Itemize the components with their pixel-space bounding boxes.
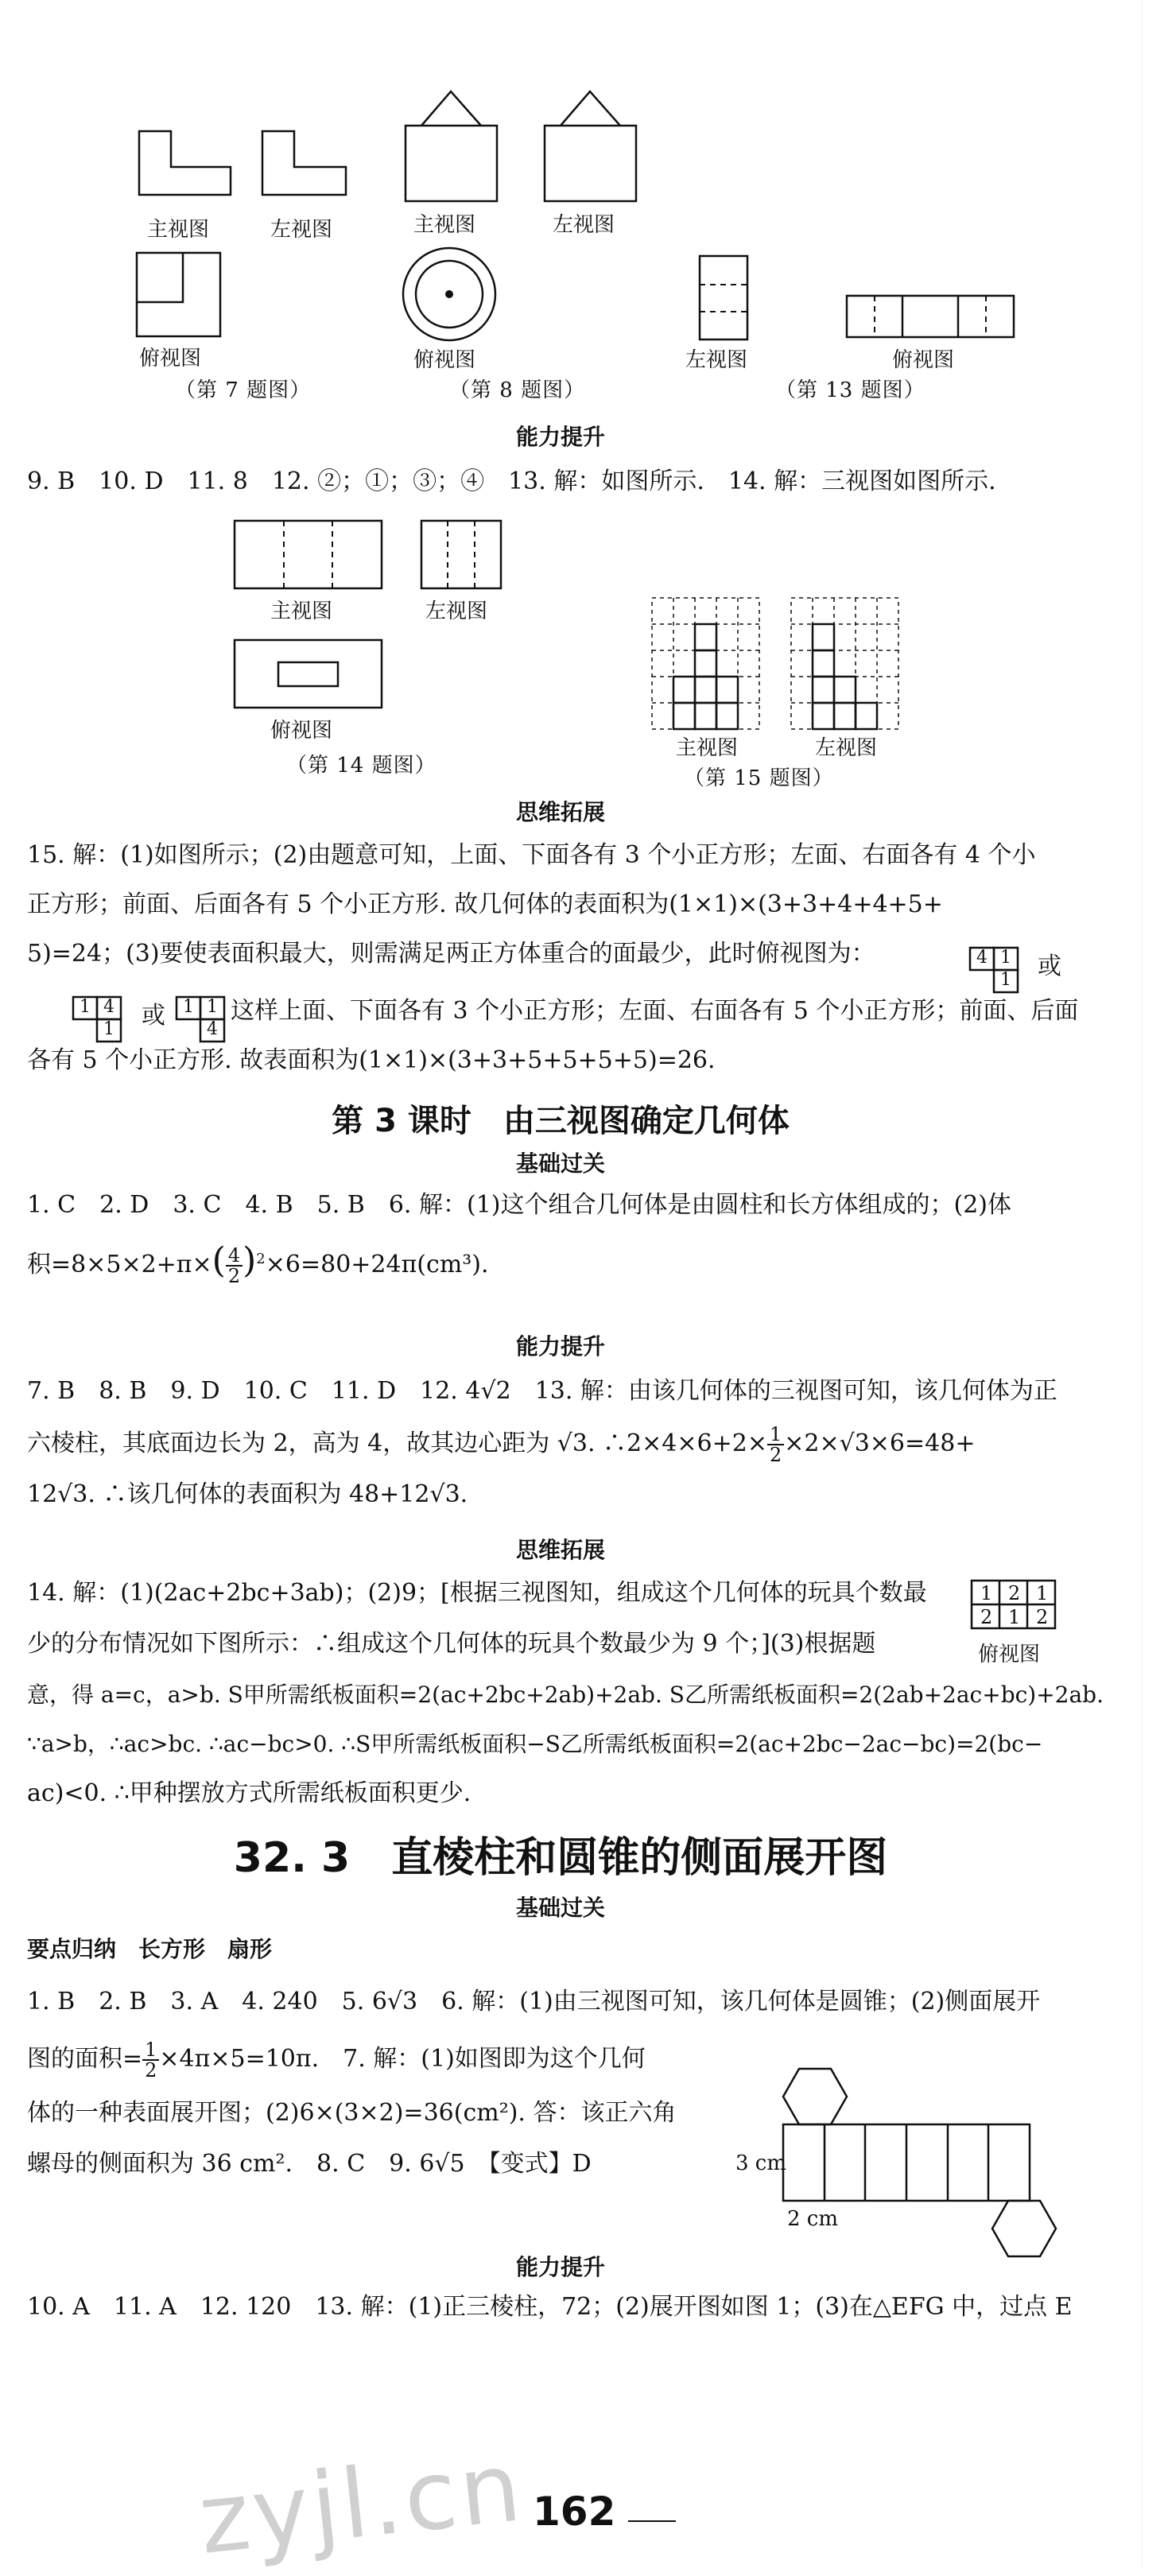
grid-cell-2-3: 2 <box>1036 1606 1049 1628</box>
section-heading-jichu-2: 基础过关 <box>515 1895 605 1921</box>
p14-line-5: ac)<0. ∴甲种摆放方式所需纸板面积更少. <box>27 1779 471 1807</box>
s32-line-4: 螺母的侧面积为 36 cm². 8. C 9. 6√5 【变式】D <box>27 2150 592 2178</box>
fraction-denominator: 2 <box>227 1265 241 1287</box>
p14-line-1: 14. 解：(1)(2ac+2bc+3ab)；(2)9；[根据三视图知，组成这个几何体的玩具个数最 <box>27 1579 927 1607</box>
grid-cell-1-3: 1 <box>1036 1582 1049 1604</box>
p15-line-5: 各有 5 个小正方形. 故表面积为(1×1)×(3+3+5+5+5+5)=26. <box>27 1046 716 1074</box>
fig7-main-label: 主视图 <box>147 218 210 242</box>
fraction-numerator: 4 <box>226 1246 243 1267</box>
p15-box-b-2: 4 <box>103 997 114 1017</box>
section-heading-nengli-1: 能力提升 <box>515 424 605 450</box>
fraction-numerator: 1 <box>767 1425 784 1445</box>
right-edge-fragment <box>1142 0 1168 2568</box>
section-heading-siwei-2: 思维拓展 <box>515 1537 605 1563</box>
lesson3-answers-1-6: 1. C 2. D 3. C 4. B 5. B 6. 解：(1)这个组合几何体是由圆柱和长方体组成的；(2)体 <box>27 1191 1011 1219</box>
fig13-left-label: 左视图 <box>685 348 748 372</box>
fraction-denominator: 2 <box>769 1444 782 1466</box>
p15-box-b-1: 1 <box>80 997 91 1017</box>
lesson3-answers-7-13: 7. B 8. B 9. D 10. C 11. D 12. 4√2 13. 解：由该几何体的三视图可知，该几何体为正 <box>27 1377 1057 1405</box>
page-number-dash <box>628 2520 676 2522</box>
section-heading-siwei-1: 思维拓展 <box>515 799 605 825</box>
lesson-3-title: 第 3 课时 由三视图确定几何体 <box>332 1103 790 1139</box>
p15-box-a-3: 1 <box>1000 970 1011 990</box>
p15-line-2: 正方形；前面、后面各有 5 个小正方形. 故几何体的表面积为(1×1)×(3+3+4+4+5+ <box>27 890 943 918</box>
page-number: 162 <box>533 2489 616 2535</box>
p15-line-3: 5)=24；(3)要使表面积最大，则需满足两正方体重合的面最少，此时俯视图为： <box>27 940 875 968</box>
grid-cell-2-2: 1 <box>1008 1606 1021 1628</box>
fraction-numerator: 1 <box>142 2040 159 2061</box>
section-heading-jichu-1: 基础过关 <box>515 1150 605 1177</box>
s32-line-2b: ×4π×5=10π. 7. 解：(1)如图即为这个几何 <box>159 2045 646 2073</box>
section-32-3-title: 32. 3 直棱柱和圆锥的侧面展开图 <box>233 1834 888 1882</box>
fig15-caption: （第 15 题图） <box>684 766 834 790</box>
p15-box-c-2: 1 <box>207 997 218 1017</box>
fig13-caption: （第 13 题图） <box>775 378 925 402</box>
hex-height-label: 3 cm <box>735 2151 787 2175</box>
fig14-top-label: 俯视图 <box>270 719 333 743</box>
p15-box-a-1: 4 <box>976 948 988 968</box>
s32-line-2a: 图的面积= <box>27 2045 143 2073</box>
grid-cell-1-2: 2 <box>1008 1582 1021 1604</box>
fig7-left-label: 左视图 <box>270 218 333 242</box>
s32-last-line: 10. A 11. A 12. 120 13. 解：(1)正三棱柱，72；(2)展开图如图 1；(3)在△EFG 中，过点 E <box>27 2293 1073 2321</box>
p15-box-c-1: 1 <box>183 997 194 1017</box>
grid-cell-1-1: 1 <box>980 1582 993 1604</box>
lesson3-volume-part-b: ×6=80+24π(cm³). <box>265 1251 489 1278</box>
p14-line-4: ∵a>b，∴ac>bc. ∴ac−bc>0. ∴S甲所需纸板面积−S乙所需纸板面积=2(ac+2bc−2ac−bc)=2(bc− <box>27 1731 1043 1757</box>
p15-box-b-3: 1 <box>103 1019 114 1039</box>
answers-9-14: 9. B 10. D 11. 8 12. ②；①；③；④ 13. 解：如图所示. 14. 解：三视图如图所示. <box>27 467 996 495</box>
section-heading-nengli-3: 能力提升 <box>515 2254 605 2280</box>
p15-or-1: 或 <box>1038 952 1061 980</box>
exponent-2: 2 <box>256 1251 266 1267</box>
fig14-main-label: 主视图 <box>270 599 333 623</box>
paren-left: ( <box>211 1240 226 1281</box>
p15-line-1: 15. 解：(1)如图所示；(2)由题意可知，上面、下面各有 3 个小正方形；左面、右面各有 4 个小 <box>27 841 1036 869</box>
lesson3-surface-area: 12√3. ∴该几何体的表面积为 48+12√3. <box>27 1480 468 1508</box>
fig15-left-label: 左视图 <box>815 736 878 760</box>
p15-line-4: 这样上面、下面各有 3 个小正方形；左面、右面各有 5 个小正方形；前面、后面 <box>231 997 1079 1025</box>
fig8-main-label: 主视图 <box>413 213 476 237</box>
grid-cell-2-1: 2 <box>980 1606 993 1628</box>
p15-box-a-2: 1 <box>1000 948 1011 968</box>
watermark-logo: zyjl.cn <box>193 2432 530 2576</box>
p14-line-3: 意，得 a=c，a>b. S甲所需纸板面积=2(ac+2bc+2ab)+2ab. S乙所需纸板面积=2(2ab+2ac+bc)+2ab. <box>27 1682 1104 1708</box>
hex-width-label: 2 cm <box>787 2207 839 2231</box>
p14-grid-label: 俯视图 <box>978 1643 1041 1666</box>
fig8-left-label: 左视图 <box>553 213 615 237</box>
p14-line-2: 少的分布情况如下图所示：∴组成这个几何体的玩具个数最少为 9 个；](3)根据题 <box>27 1630 876 1658</box>
s32-line-3: 体的一种表面展开图；(2)6×(3×2)=36(cm²). 答：该正六角 <box>27 2099 677 2127</box>
fig7-caption: （第 7 题图） <box>175 378 312 402</box>
lesson3-volume-part-a: 积=8×5×2+π× <box>27 1251 212 1278</box>
paren-right: ) <box>243 1240 257 1281</box>
fraction-denominator: 2 <box>145 2059 157 2081</box>
p15-or-2: 或 <box>142 1002 165 1030</box>
lesson3-hexprism-part-a: 六棱柱，其底面边长为 2，高为 4，故其边心距为 √3. ∴2×4×6+2× <box>27 1430 767 1457</box>
fig8-top-label: 俯视图 <box>413 348 476 372</box>
fig14-caption: （第 14 题图） <box>286 754 437 778</box>
lesson3-hexprism-part-b: ×2×√3×6=48+ <box>784 1430 976 1457</box>
fig14-left-label: 左视图 <box>425 599 488 623</box>
p15-box-c-3: 4 <box>207 1019 218 1039</box>
fig7-top-label: 俯视图 <box>139 347 202 370</box>
s32-line-1: 1. B 2. B 3. A 4. 240 5. 6√3 6. 解：(1)由三视图可知，该几何体是圆锥；(2)侧面展开 <box>27 1988 1041 2015</box>
section-heading-nengli-2: 能力提升 <box>515 1333 605 1360</box>
fig13-top-label: 俯视图 <box>892 348 955 372</box>
key-points: 要点归纳 长方形 扇形 <box>27 1936 273 1962</box>
fig8-caption: （第 8 题图） <box>449 378 586 402</box>
fig15-main-label: 主视图 <box>676 736 739 760</box>
